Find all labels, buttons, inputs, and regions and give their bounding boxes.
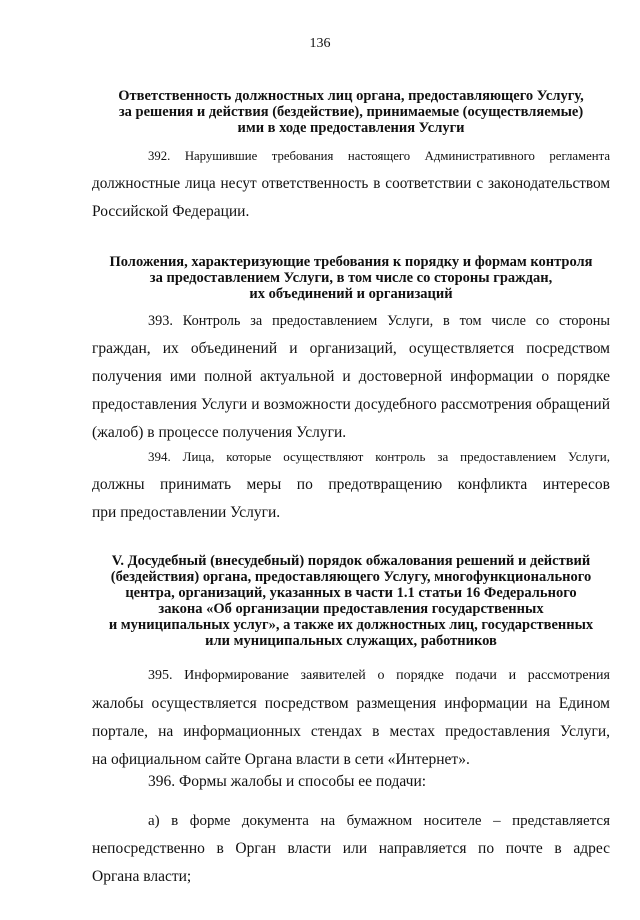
paragraph-line: 393. Контроль за предоставлением Услуги, в том числе со стороны [148, 313, 610, 329]
paragraph-396 [92, 768, 610, 796]
paragraph-line: при предоставлении Услуги. [92, 504, 281, 521]
heading-line: V. Досудебный (внесудебный) порядок обжалования решений и действий [111, 553, 591, 569]
paragraph-392 [92, 142, 610, 226]
heading-line: за решения и действия (бездействие), принимаемые (осуществляемые) [118, 104, 584, 120]
heading-line: Положения, характеризующие требования к порядку и формам контроля [109, 254, 593, 270]
paragraph-line: должностные лица несут ответственность в соответствии с законодательством [92, 175, 610, 192]
heading-line: центра, организаций, указанных в части 1.1 статьи 16 Федерального [125, 585, 577, 601]
heading-control [82, 254, 620, 302]
paragraph-line: (жалоб) в процессе получения Услуги. [92, 424, 347, 441]
paragraph-line: 396. Формы жалобы и способы ее подачи: [148, 773, 427, 790]
heading-line: или муниципальных служащих, работников [205, 633, 497, 649]
paragraph-line: непосредственно в Орган власти или направляется по почте в адрес [92, 840, 610, 857]
paragraph-line: а) в форме документа на бумажном носителе – представляется [148, 813, 610, 829]
heading-line: Ответственность должностных лиц органа, предоставляющего Услугу, [118, 88, 584, 104]
paragraph-line: граждан, их объединений и организаций, осуществляется посредством [92, 340, 610, 357]
heading-line: ими в ходе предоставления Услуги [237, 120, 465, 136]
paragraph-line: портале, на информационных стендах в местах предоставления Услуги, [92, 723, 610, 740]
heading-line: (бездействия) органа, предоставляющего Услугу, многофункционального [110, 569, 592, 585]
paragraph-line: Органа власти; [92, 868, 192, 885]
paragraph-line: жалобы осуществляется посредством размещения информации на Едином [92, 695, 610, 712]
heading-section-v [82, 553, 620, 649]
heading-line: за предоставлением Услуги, в том числе со стороны граждан, [149, 270, 553, 286]
paragraph-line: 395. Информирование заявителей о порядке подачи и рассмотрения [148, 668, 610, 683]
page-number: 136 [309, 36, 331, 51]
paragraph-line: предоставления Услуги и возможности досудебного рассмотрения обращений [92, 396, 610, 413]
paragraph-395 [92, 662, 610, 774]
paragraph-394 [92, 443, 610, 527]
paragraph-396-a [92, 807, 610, 891]
paragraph-line: 394. Лица, которые осуществляют контроль за предоставлением Услуги, [148, 449, 610, 464]
paragraph-line: получения ими полной актуальной и достоверной информации о порядке [92, 368, 610, 385]
paragraph-393 [92, 307, 610, 447]
heading-line: закона «Об организации предоставления государственных [158, 601, 544, 617]
paragraph-line: Российской Федерации. [92, 203, 250, 220]
heading-line: их объединений и организаций [249, 286, 453, 302]
paragraph-line: 392. Нарушившие требования настоящего Административного регламента [148, 149, 610, 163]
heading-line: и муниципальных услуг», а также их должностных лиц, государственных [108, 617, 594, 633]
heading-responsibility [82, 88, 620, 136]
paragraph-line: должны принимать меры по предотвращению конфликта интересов [92, 476, 610, 493]
paragraph-line: на официальном сайте Органа власти в сети «Интернет». [92, 751, 470, 768]
